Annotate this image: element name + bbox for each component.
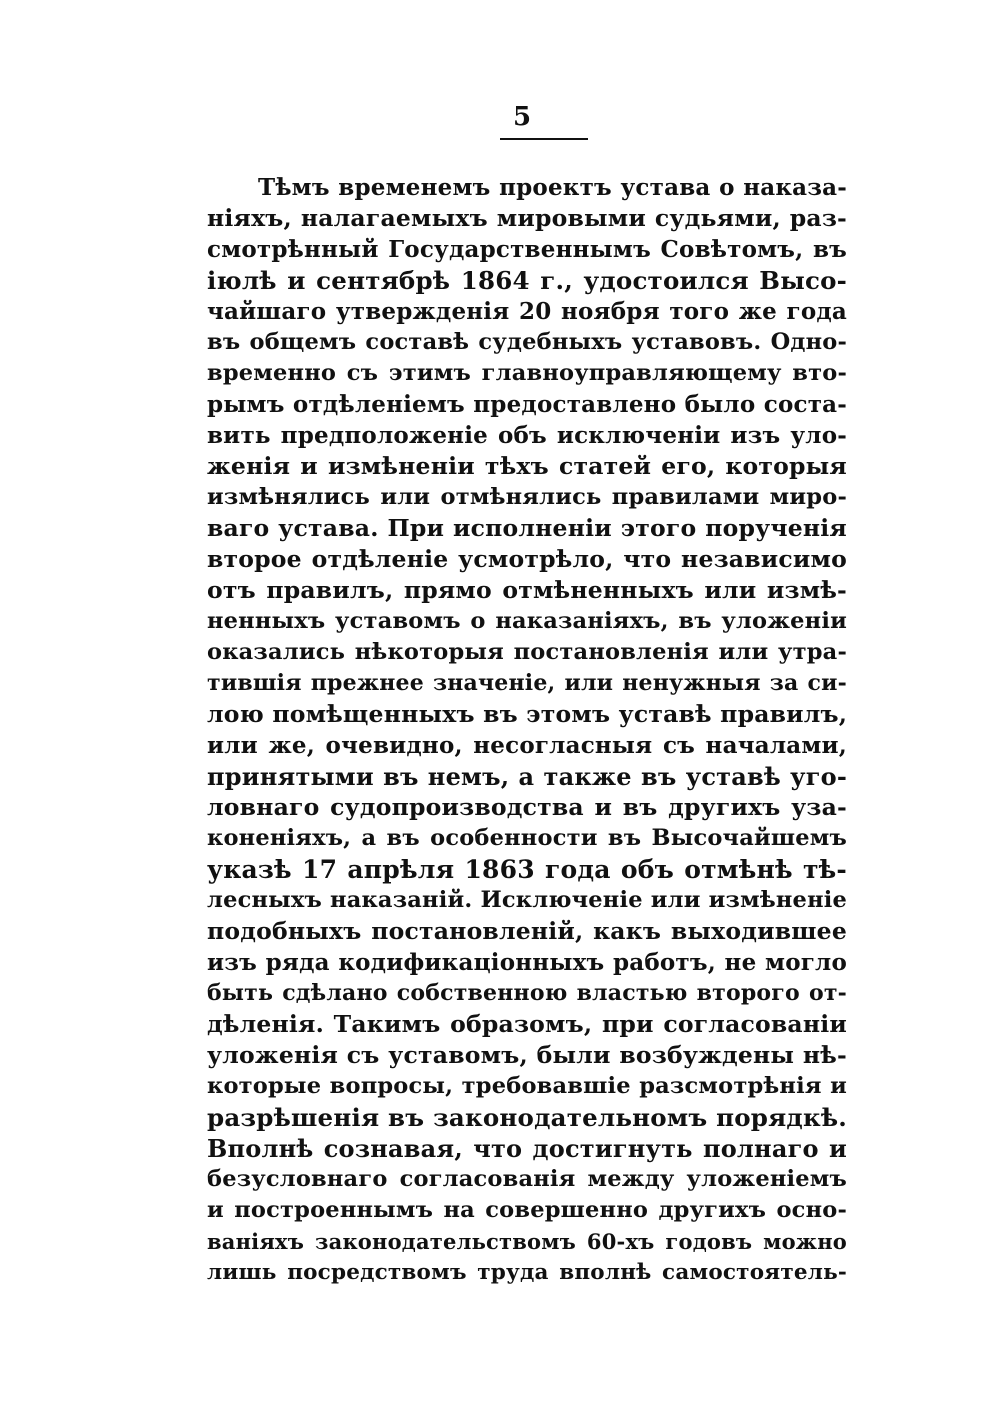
text-line: ненныхъ уставомъ о наказаніяхъ, въ уложеніи: [207, 608, 847, 634]
text-line: указѣ 17 апрѣля 1863 года объ отмѣнѣ тѣ-: [207, 855, 847, 884]
text-line: отъ правилъ, прямо отмѣненныхъ или измѣ-: [207, 576, 847, 604]
text-line: Тѣмъ временемъ проектъ устава о наказа-: [258, 174, 847, 201]
text-line: ваніяхъ законодательствомъ 60-хъ годовъ можно: [207, 1229, 847, 1254]
text-line: второе отдѣленіе усмотрѣло, что независимо: [207, 545, 847, 573]
text-line: лесныхъ наказаній. Исключеніе или измѣненіе: [207, 887, 847, 913]
text-line: которые вопросы, требовавшіе разсмотрѣнія и: [207, 1073, 847, 1099]
text-line: подобныхъ постановленій, какъ выходившее: [207, 917, 847, 945]
text-line: рымъ отдѣленіемъ предоставлено было соста-: [207, 391, 847, 418]
text-line: или же, очевидно, несогласныя съ началами,: [207, 732, 847, 759]
text-line: лишь посредствомъ труда вполнѣ самостоятель-: [207, 1260, 847, 1285]
page-number: 5: [512, 102, 532, 132]
text-line: ловнаго судопроизводства и въ другихъ уза-: [207, 793, 847, 821]
text-line: смотрѣнный Государственнымъ Совѣтомъ, въ: [207, 236, 847, 263]
page-number-rule: [500, 138, 588, 140]
text-line: и построеннымъ на совершенно другихъ осно-: [207, 1197, 847, 1223]
text-line: лою помѣщенныхъ въ этомъ уставѣ правилъ,: [207, 700, 848, 728]
text-line: женія и измѣненіи тѣхъ статей его, которыя: [207, 452, 847, 480]
text-line: принятыми въ немъ, а также въ уставѣ уго-: [207, 762, 847, 791]
text-line: въ общемъ составѣ судебныхъ уставовъ. Одно-: [207, 329, 847, 355]
text-line: быть сдѣлано собственною властью второго от-: [207, 980, 847, 1006]
text-line: безусловнаго согласованія между уложеніемъ: [207, 1166, 847, 1192]
text-line: ваго устава. При исполненіи этого порученія: [207, 514, 847, 542]
text-line: чайшаго утвержденія 20 ноября того же года: [207, 298, 847, 325]
text-line: уложенія съ уставомъ, были возбуждены нѣ-: [207, 1041, 847, 1069]
text-line: Вполнѣ сознавая, что достигнуть полнаго и: [207, 1134, 847, 1163]
text-line: вить предположеніе объ исключеніи изъ уло-: [207, 422, 847, 449]
text-line: разрѣшенія въ законодательномъ порядкѣ.: [207, 1103, 847, 1132]
text-line: изъ ряда кодификаціонныхъ работъ, не могло: [207, 949, 847, 976]
text-line: іюлѣ и сентябрѣ 1864 г., удостоился Высо-: [207, 266, 847, 295]
text-line: тившія прежнее значеніе, или ненужныя за си-: [207, 670, 847, 696]
text-line: измѣнялись или отмѣнялись правилами миро-: [207, 484, 847, 510]
text-line: коненіяхъ, а въ особенности въ Высочайшемъ: [207, 825, 847, 851]
body-paragraph: [207, 172, 847, 1288]
text-line: временно съ этимъ главноуправляющему вто-: [207, 360, 847, 386]
text-line: оказались нѣкоторыя постановленія или утра-: [207, 639, 847, 665]
text-line: ніяхъ, налагаемыхъ мировыми судьями, раз-: [207, 204, 847, 232]
text-line: дѣленія. Такимъ образомъ, при согласованіи: [207, 1010, 847, 1038]
